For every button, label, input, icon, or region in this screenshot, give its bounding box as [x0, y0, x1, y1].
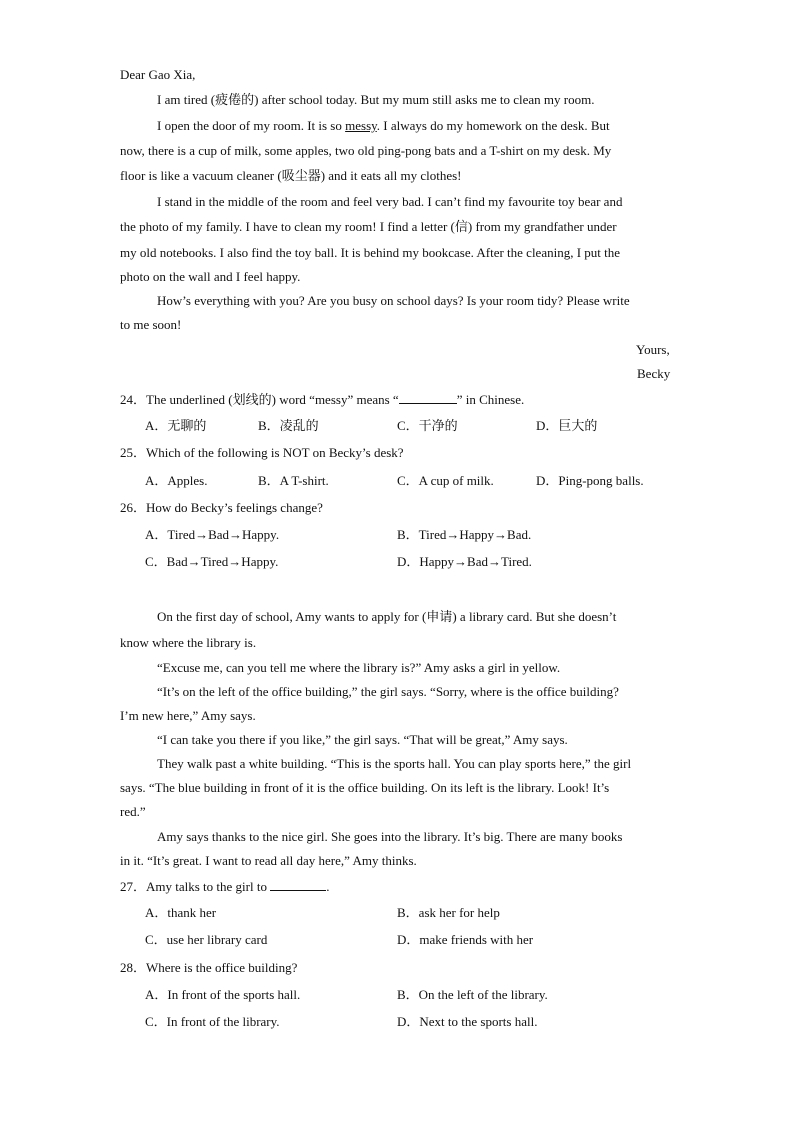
question-25-option-d[interactable]: D．Ping-pong balls.: [536, 473, 644, 488]
letter-paragraph-3-line-4: photo on the wall and I feel happy.: [120, 269, 301, 284]
passage-2-line-7: They walk past a white building. “This is the sports hall. You can play sports here,” the girl: [157, 756, 632, 771]
question-27-option-a[interactable]: A．thank her: [145, 905, 217, 920]
question-28-stem: 28．Where is the office building?: [120, 960, 298, 975]
question-24-stem: [120, 391, 524, 408]
question-24-option-b[interactable]: B．凌乱的: [258, 418, 319, 433]
text-segment: ” in Chinese.: [456, 392, 525, 407]
text-segment: 24．The underlined (划线的) word “messy” means “: [120, 392, 399, 407]
question-26-stem: 26．How do Becky’s feelings change?: [120, 500, 323, 515]
question-25-option-a[interactable]: A．Apples.: [145, 473, 208, 488]
question-28-option-a[interactable]: A．In front of the sports hall.: [145, 987, 301, 1002]
text-segment: 27．Amy talks to the girl to: [120, 879, 271, 894]
passage-2-line-5: I’m new here,” Amy says.: [120, 708, 256, 723]
text-segment: I open the door of my room. It is so: [157, 118, 346, 133]
letter-paragraph-1: I am tired (疲倦的) after school today. But my mum still asks me to clean my room.: [157, 92, 595, 107]
passage-2-line-1: On the first day of school, Amy wants to apply for (申请) a library card. But she doesn’t: [157, 609, 617, 624]
underlined-word-messy: messy: [345, 118, 377, 133]
question-28-option-d[interactable]: D．Next to the sports hall.: [397, 1014, 538, 1029]
letter-paragraph-4-line-1: How’s everything with you? Are you busy on school days? Is your room tidy? Please write: [157, 293, 630, 308]
letter-paragraph-2-line-3: floor is like a vacuum cleaner (吸尘器) and it eats all my clothes!: [120, 168, 462, 183]
question-24-option-a[interactable]: A．无聊的: [145, 418, 207, 433]
question-27-option-c[interactable]: C．use her library card: [145, 932, 268, 947]
question-27-option-d[interactable]: D．make friends with her: [397, 932, 534, 947]
passage-2-line-8: says. “The blue building in front of it is the office building. On its left is the library. Look! It’s: [120, 780, 610, 795]
letter-paragraph-2-line-1: [157, 118, 610, 134]
text-segment: .: [326, 879, 330, 894]
letter-signature: Becky: [637, 366, 671, 381]
text-segment: . I always do my homework on the desk. But: [376, 118, 610, 133]
passage-2-line-4: “It’s on the left of the office building,” the girl says. “Sorry, where is the office building?: [157, 684, 619, 699]
question-25-option-b[interactable]: B．A T-shirt.: [258, 473, 329, 488]
question-25-option-c[interactable]: C．A cup of milk.: [397, 473, 494, 488]
passage-2-line-3: “Excuse me, can you tell me where the library is?” Amy asks a girl in yellow.: [157, 660, 561, 675]
question-28-option-c[interactable]: C．In front of the library.: [145, 1014, 280, 1029]
question-26-option-c[interactable]: C．Bad→Tired→Happy.: [145, 554, 279, 569]
passage-2-line-11: in it. “It’s great. I want to read all day here,” Amy thinks.: [120, 853, 417, 868]
question-26-option-d[interactable]: D．Happy→Bad→Tired.: [397, 554, 532, 569]
question-24-option-d[interactable]: D．巨大的: [536, 418, 598, 433]
answer-blank: [399, 391, 457, 404]
letter-paragraph-3-line-2: the photo of my family. I have to clean my room! I find a letter (信) from my grandfather under: [120, 219, 617, 234]
question-26-option-a[interactable]: A．Tired→Bad→Happy.: [145, 527, 280, 542]
question-27-option-b[interactable]: B．ask her for help: [397, 905, 500, 920]
passage-2-line-2: know where the library is.: [120, 635, 257, 650]
letter-paragraph-2-line-2: now, there is a cup of milk, some apples, two old ping-pong bats and a T-shirt on my desk. My: [120, 143, 612, 158]
passage-2-line-10: Amy says thanks to the nice girl. She goes into the library. It’s big. There are many books: [157, 829, 623, 844]
question-27-stem: [120, 878, 329, 895]
letter-closing: Yours,: [636, 342, 670, 357]
letter-paragraph-3-line-1: I stand in the middle of the room and feel very bad. I can’t find my favourite toy bear and: [157, 194, 623, 209]
question-25-stem: 25．Which of the following is NOT on Becky’s desk?: [120, 445, 404, 460]
letter-greeting: Dear Gao Xia,: [120, 67, 196, 82]
letter-paragraph-3-line-3: my old notebooks. I also find the toy ball. It is behind my bookcase. After the cleaning, I put the: [120, 245, 621, 260]
passage-2-line-6: “I can take you there if you like,” the girl says. “That will be great,” Amy says.: [157, 732, 568, 747]
letter-paragraph-4-line-2: to me soon!: [120, 317, 182, 332]
answer-blank: [270, 878, 326, 891]
question-26-option-b[interactable]: B．Tired→Happy→Bad.: [397, 527, 532, 542]
passage-2-line-9: red.”: [120, 804, 146, 819]
question-24-option-c[interactable]: C．干净的: [397, 418, 458, 433]
question-28-option-b[interactable]: B．On the left of the library.: [397, 987, 548, 1002]
